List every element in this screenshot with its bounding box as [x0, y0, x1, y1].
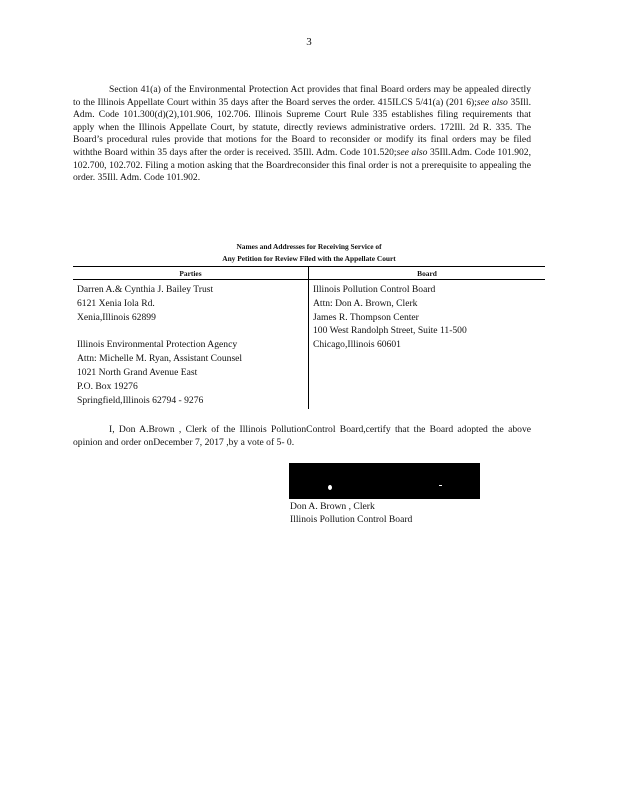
- table-header-board: Board: [417, 269, 437, 278]
- table-header-parties: Parties: [179, 269, 202, 278]
- board-cell: [313, 283, 541, 352]
- party-2-street: 1021 North Grand Avenue East: [77, 366, 198, 378]
- paragraph-text-1: Section 41(a) of the Environmental Protection Act provides that final Board orders may be appealed directly to the Illinois Appellate Court within 35 days after the Board serves the order. 415ILCS 5/41(a) (201 6);: [73, 84, 531, 108]
- redacted-signature: [289, 463, 480, 499]
- paragraph-text-2: 35Ill. Adm. Code 101.300(d)(2),101.906, 102.706. Illinois Supreme Court Rule 335 establishes filing requirements that apply when the Illinois Appellate Court, by statute, directly reviews administrative orders. 172Ill. 2d R. 335. The Board’s procedural rules provide that motions for the Board to reconsider or modify its final orders may be filed withthe Board within 35 days after the order is received. 35Ill. Adm. Code 101.520;: [73, 96, 531, 158]
- party-2-city: Springfield,Illinois 62794 - 9276: [77, 394, 204, 406]
- table-header-rule: [73, 279, 545, 280]
- parties-cell: [77, 283, 305, 407]
- service-table: [73, 266, 545, 409]
- signature-mark: [328, 485, 332, 490]
- signature-mark: [439, 485, 442, 486]
- board-name: Illinois Pollution Control Board: [313, 284, 436, 295]
- party-2-po-box: P.O. Box 19276: [77, 380, 138, 392]
- party-1-name: Darren A.& Cynthia J. Bailey Trust: [77, 284, 214, 295]
- board-building: James R. Thompson Center: [313, 311, 419, 323]
- clerk-certification: I, Don A.Brown , Clerk of the Illinois PollutionControl Board,certify that the Board adopted the above opinion and order onDecember 7, 2017 ,by a vote of 5- 0.: [73, 424, 531, 448]
- party-2-attn: Attn: Michelle M. Ryan, Assistant Counsel: [77, 353, 243, 365]
- table-column-divider: [308, 267, 309, 409]
- party-2-name: Illinois Environmental Protection Agency: [77, 339, 238, 351]
- board-city: Chicago,Illinois 60601: [313, 339, 401, 351]
- service-table-title: [73, 241, 545, 265]
- signature-block: [290, 500, 412, 526]
- see-also-citation-1: see also: [476, 96, 508, 108]
- signer-organization: Illinois Pollution Control Board: [290, 514, 413, 525]
- table-title-line-1: Names and Addresses for Receiving Service of: [236, 242, 382, 251]
- party-1-city: Xenia,Illinois 62899: [77, 311, 156, 323]
- party-1-street: 6121 Xenia Iola Rd.: [77, 297, 155, 309]
- board-attn: Attn: Don A. Brown, Clerk: [313, 297, 418, 309]
- table-title-line-2: Any Petition for Review Filed with the Appellate Court: [222, 254, 396, 263]
- appeal-rights-paragraph: [73, 84, 531, 185]
- signer-name: Don A. Brown , Clerk: [290, 501, 375, 512]
- board-street: 100 West Randolph Street, Suite 11-500: [313, 325, 467, 337]
- page-number: 3: [306, 36, 312, 48]
- see-also-citation-2: see also: [396, 146, 428, 158]
- paragraph-text-3: 35Ill.Adm. Code 101.902, 102.700, 102.702. Filing a motion asking that the Boardreconsider this final order is not a prerequisite to appealing the order. 35Ill. Adm. Code 101.902.: [73, 146, 531, 184]
